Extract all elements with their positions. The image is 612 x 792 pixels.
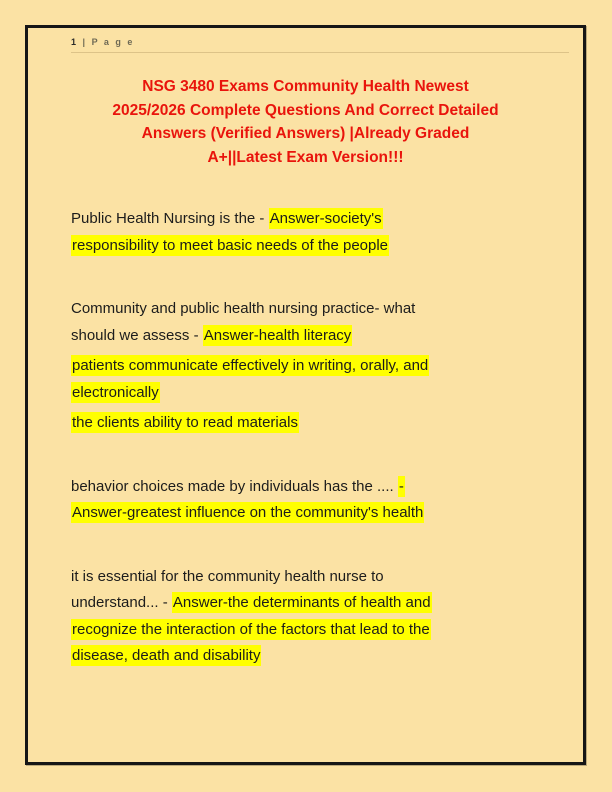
question-text: Public Health Nursing is the -: [71, 210, 269, 227]
title-line: 2025/2026 Complete Questions And Correct Detailed: [112, 101, 499, 119]
qa-line: [71, 590, 540, 617]
highlighted-answer-text: electronically: [72, 383, 159, 401]
document-title: [56, 75, 555, 169]
highlighted-answer-text: -: [398, 477, 404, 495]
page-header-label: P a g e: [91, 37, 135, 47]
question-text: it is essential for the community health nurse to: [71, 567, 384, 585]
qa-line: [71, 564, 540, 591]
question-text: Community and public health nursing practice- what: [71, 300, 416, 317]
title-line: Answers (Verified Answers) |Already Graded: [141, 125, 470, 142]
qa-line: [71, 296, 540, 323]
title-line: NSG 3480 Exams Community Health Newest: [142, 78, 469, 95]
highlighted-answer-text: responsibility to meet basic needs of the people: [72, 236, 389, 254]
question-text: should we assess -: [71, 326, 203, 344]
qa-line: [71, 410, 540, 437]
qa-line: [71, 500, 540, 527]
highlighted-answer-text: patients communicate effectively in writing, orally, and: [72, 357, 429, 374]
qa-paragraph: [71, 353, 540, 406]
highlighted-answer-text: recognize the interaction of the factors that lead to the: [72, 620, 430, 638]
highlighted-answer-text: Answer-society's: [269, 210, 382, 227]
qa-line: [71, 206, 540, 233]
qa-line: [71, 353, 540, 380]
qa-paragraph: [71, 206, 540, 259]
document-page: [25, 25, 586, 765]
paragraph-gap: [71, 531, 540, 564]
qa-line: [71, 474, 540, 501]
highlighted-answer-text: Answer-health literacy: [203, 326, 352, 344]
qa-paragraph: [71, 410, 540, 437]
highlighted-answer-text: disease, death and disability: [72, 647, 261, 664]
qa-line: [71, 233, 540, 260]
qa-paragraph: [71, 296, 540, 349]
page-header-divider: |: [82, 37, 88, 47]
highlighted-answer-text: Answer-the determinants of health and: [172, 594, 431, 611]
qa-line: [71, 617, 540, 644]
qa-paragraph: [71, 474, 540, 527]
question-text: behavior choices made by individuals has the ....: [71, 477, 398, 495]
paragraph-gap: [71, 441, 540, 474]
qa-line: [71, 380, 540, 407]
page-number: 1: [71, 37, 79, 47]
qa-line: [71, 323, 540, 350]
qa-paragraph: [71, 564, 540, 670]
title-line: A+||Latest Exam Version!!!: [207, 148, 404, 166]
page-header: [71, 37, 569, 53]
highlighted-answer-text: the clients ability to read materials: [72, 414, 298, 431]
qa-line: [71, 643, 540, 670]
paragraph-gap: [71, 263, 540, 296]
highlighted-answer-text: Answer-greatest influence on the community's health: [72, 504, 424, 521]
document-body: [71, 206, 540, 670]
question-text: understand... -: [71, 594, 172, 611]
